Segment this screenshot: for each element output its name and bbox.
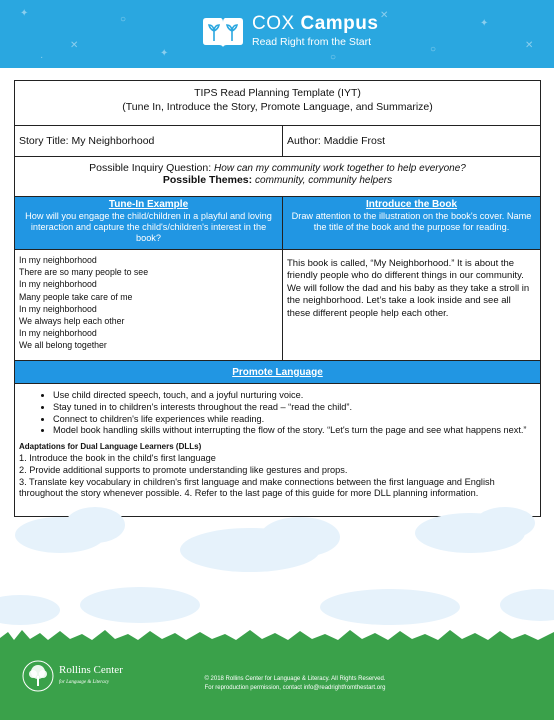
themes-label: Possible Themes: [162, 174, 253, 186]
planning-template-table [14, 80, 541, 517]
decorative-star-icon: ✕ [380, 10, 389, 21]
dll-heading: Adaptations for Dual Language Learners (DLLs) [19, 442, 202, 452]
org-name: Rollins Center [59, 663, 123, 676]
tune-in-heading: Tune-In Example [108, 199, 189, 210]
poem-line: We always help each other [19, 316, 125, 327]
introduce-heading: Introduce the Book [365, 199, 458, 210]
poem-line: Many people take care of me [19, 291, 133, 302]
decorative-star-icon: ✦ [20, 8, 29, 19]
brand-tagline: Read Right from the Start [252, 36, 372, 48]
template-subtitle: (Tune In, Introduce the Story, Promote Language, and Summarize) [122, 101, 433, 113]
decorative-star-icon: ○ [430, 44, 437, 55]
page-header [0, 0, 554, 68]
introduce-prompt: Draw attention to the illustration on the book's cover. Name the title of the book and the purpose for reading. [291, 211, 532, 232]
org-subname: for Language & Literacy [59, 679, 110, 685]
poem-line: There are so many people to see [19, 267, 149, 278]
introduce-text: This book is called, “My Neighborhood.” It is about the friendly people who do different things in our community. We will follow the dad and his baby as they take a stroll in the neighborhood. Let’s take a look inside and see all these different people help each other. [287, 258, 530, 319]
story-title: Story Title: My Neighborhood [15, 126, 283, 157]
decorative-star-icon: ✦ [160, 48, 169, 59]
promote-language-header [15, 361, 541, 384]
inquiry-question-label: Possible Inquiry Question: [89, 162, 212, 174]
story-author: Author: Maddie Frost [283, 126, 541, 157]
decorative-star-icon: ○ [120, 14, 127, 25]
dll-line: 3. Translate key vocabulary in children's first language and make connections between the first language and English throughout the story whenever possible. 4. Refer to the last page of this guide for more DLL planning information. [19, 476, 495, 499]
poem-line: We all belong together [19, 340, 107, 351]
poem-line: In my neighborhood [19, 279, 97, 290]
themes-text: community, community helpers [255, 175, 393, 186]
tune-in-content [15, 250, 283, 361]
promote-bullet: • Use child directed speech, touch, and a joyful nurturing voice. [53, 390, 536, 402]
inquiry-cell [15, 157, 541, 197]
decorative-star-icon: ○ [330, 52, 337, 63]
tune-in-header [15, 197, 283, 250]
permission-line: For reproduction permission, contact info@readrightfromthestart.org [204, 685, 386, 691]
inquiry-question: How can my community work together to help everyone? [214, 163, 466, 174]
copyright-line: © 2018 Rollins Center for Language & Literacy. All Rights Reserved. [204, 676, 386, 682]
promote-bullet: • Model book handling skills without interrupting the flow of the story. “Let's turn the page and see what happens next.” [53, 425, 536, 437]
decorative-star-icon: ✕ [70, 40, 79, 51]
footer-copyright [175, 675, 415, 693]
template-title-cell [15, 81, 541, 126]
tree-icon [22, 660, 54, 692]
decorative-star-icon: ✕ [525, 40, 534, 51]
template-title: TIPS Read Planning Template (IYT) [194, 87, 361, 99]
dll-line: 1. Introduce the book in the child's first language [19, 452, 216, 463]
brand-main: Campus [300, 13, 379, 34]
rollins-center-logo [22, 660, 123, 692]
brand-prefix: COX [252, 13, 295, 34]
poem-line: In my neighborhood [19, 328, 97, 339]
introduce-header [283, 197, 541, 250]
dll-line: 2. Provide additional supports to promote understanding like gestures and props. [19, 464, 348, 475]
promote-bullet-list [19, 390, 536, 437]
decorative-clouds-icon [0, 495, 554, 635]
promote-heading: Promote Language [232, 366, 323, 378]
cox-campus-logo [200, 11, 378, 51]
promote-bullet: • Connect to children's life experiences while reading. [53, 414, 536, 426]
poem-line: In my neighborhood [19, 255, 97, 265]
poem-line: In my neighborhood [19, 303, 97, 314]
tune-in-prompt: How will you engage the child/children in a playful and loving interaction and capture the child's/children's interest in the book? [25, 211, 272, 243]
decorative-star-icon: ✦ [480, 18, 489, 29]
promote-bullet: • Stay tuned in to children's interests throughout the read – “read the child”. [53, 402, 536, 414]
introduce-content [283, 250, 541, 361]
open-book-icon [200, 11, 246, 51]
decorative-star-icon: · [40, 52, 44, 63]
